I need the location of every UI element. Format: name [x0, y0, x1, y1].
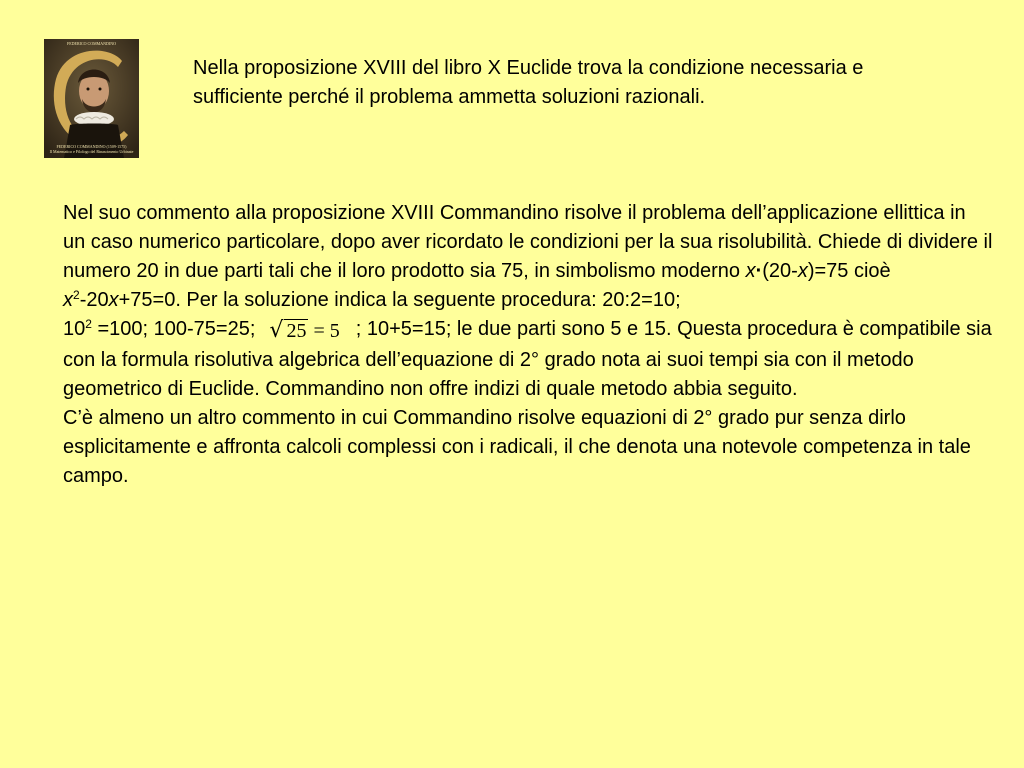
logo-caption-line2: Il Matematico e Filologo del Rinascimento Urbinate: [49, 149, 134, 154]
commandino-portrait-logo: [44, 39, 139, 158]
exponent: 2: [73, 288, 80, 302]
number-ten: 10: [63, 318, 86, 340]
variable-x: x: [63, 289, 73, 311]
radicand: 25: [286, 320, 307, 342]
logo-caption-line1: FEDERICO COMMANDINO (1509-1575): [56, 144, 127, 149]
paragraph-text: Nel suo commento alla proposizione XVIII Commandino risolve il problema dell’applicazione ellittica in un caso numerico particolare, dopo aver ricordato le condizioni per la sua risolubilità. Chiede di dividere il numero 20 in due parti tali che il loro prodotto sia 75, in simbolismo moderno: [63, 202, 993, 282]
exponent: 2: [85, 317, 92, 331]
radical-result: = 5: [308, 320, 340, 342]
main-text: [63, 199, 993, 491]
paragraph-conclusion: C’è almeno un altro commento in cui Commandino risolve equazioni di 2° grado pur senza dirlo esplicitamente e affronta calcoli complessi con i radicali, il che denota una notevole competenza in tale campo.: [63, 407, 971, 487]
equation-part: -20: [79, 289, 109, 311]
logo-title: FEDERICO COMMANDINO: [66, 41, 116, 46]
variable-x: x: [745, 260, 756, 282]
portrait-illustration: [44, 39, 139, 158]
logo-caption: [44, 144, 139, 154]
square-root-formula: [269, 316, 339, 346]
expression-part: )=75 cioè: [807, 260, 891, 282]
procedure-part: =100; 100-75=25;: [91, 318, 256, 340]
paragraph-commentary: [63, 199, 993, 404]
equation-part: +75=0. Per la soluzione indica la seguente procedura: 20:2=10;: [118, 289, 681, 311]
variable-x: x: [108, 289, 119, 311]
intro-paragraph: Nella proposizione XVIII del libro X Euclide trova la condizione necessaria e sufficiente perché il problema ammetta soluzioni razionali.: [193, 57, 864, 108]
variable-x: x: [797, 260, 808, 282]
multiplication-dot: ·: [755, 260, 763, 282]
radical-sign: √: [269, 318, 284, 343]
procedure-rest: ; 10+5=15; le due parti sono 5 e 15. Questa procedura è compatibile sia con la formula risolutiva algebrica dell’equazione di 2° grado nota ai suoi tempi sia con il metodo geometrico di Euclide. Commandino non offre indizi di quale metodo abbia seguito.: [63, 318, 992, 400]
expression-part: (20-: [762, 260, 798, 282]
